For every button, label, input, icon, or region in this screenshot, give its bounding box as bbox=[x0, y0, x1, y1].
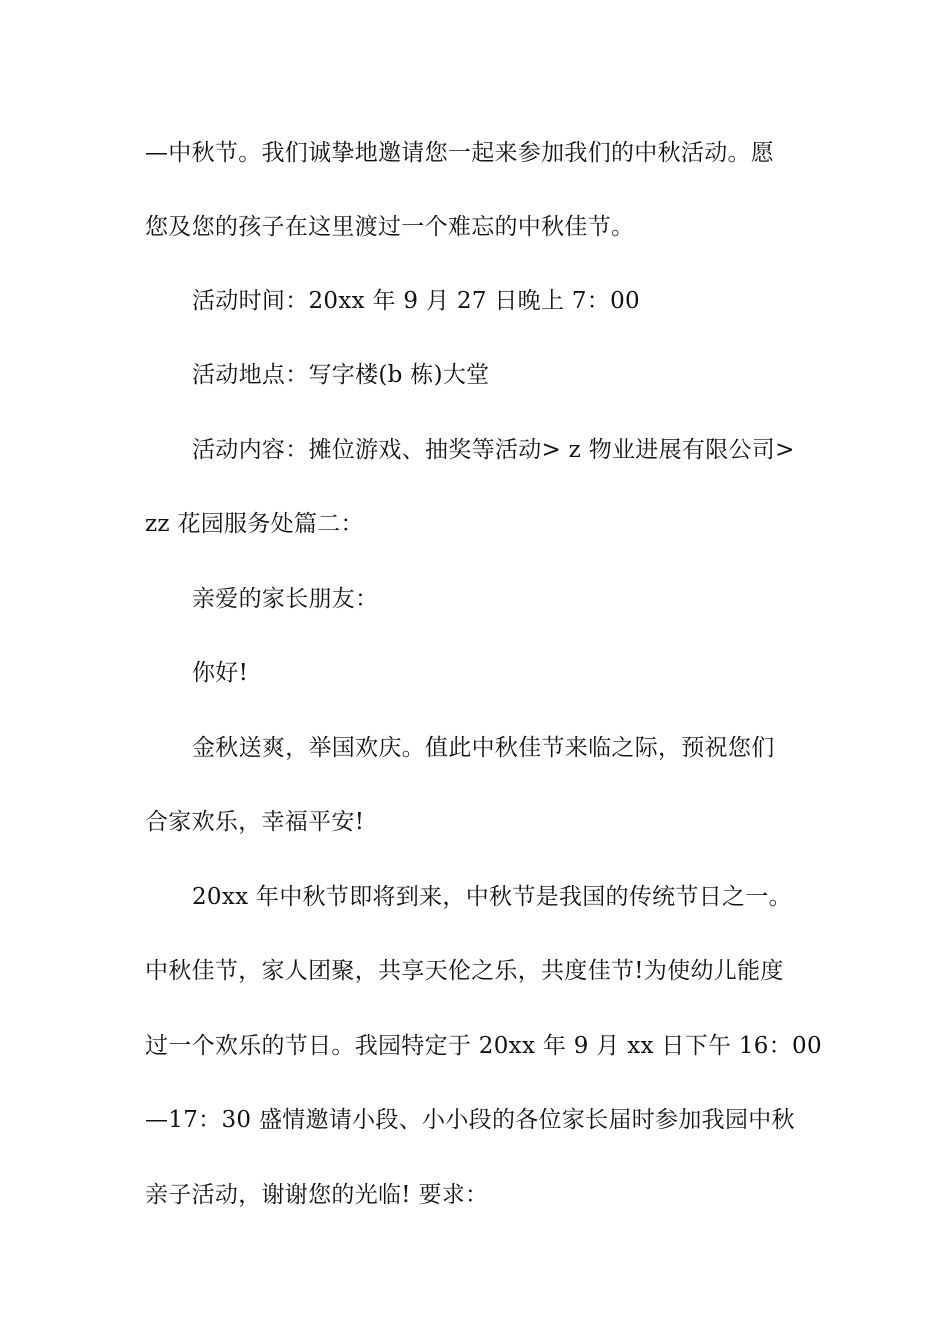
text-line-12: 中秋佳节，家人团聚，共享天伦之乐，共度佳节!为使幼儿能度 bbox=[145, 958, 784, 984]
text-line-10: 合家欢乐，幸福平安! bbox=[145, 809, 365, 835]
salutation-line: 亲爱的家长朋友： bbox=[192, 586, 379, 612]
text-line-9: 金秋送爽，举国欢庆。值此中秋佳节来临之际，预祝您们 bbox=[192, 735, 775, 761]
text-line-11: 20xx 年中秋节即将到来，中秋节是我国的传统节日之一。 bbox=[192, 884, 792, 910]
greeting-line: 你好! bbox=[192, 660, 249, 686]
text-line-14: —17：30 盛情邀请小段、小小段的各位家长届时参加我园中秋 bbox=[145, 1107, 795, 1133]
event-time-line: 活动时间：20xx 年 9 月 27 日晚上 7：00 bbox=[192, 288, 640, 314]
text-line-6: zz 花园服务处篇二： bbox=[145, 511, 364, 537]
event-content-line: 活动内容：摊位游戏、抽奖等活动> z 物业进展有限公司> bbox=[192, 437, 795, 463]
text-line-1: —中秋节。我们诚挚地邀请您一起来参加我们的中秋活动。愿 bbox=[145, 140, 775, 166]
text-line-13: 过一个欢乐的节日。我园特定于 20xx 年 9 月 xx 日下午 16：00 bbox=[145, 1033, 822, 1059]
text-line-15: 亲子活动，谢谢您的光临! 要求： bbox=[145, 1182, 489, 1208]
text-line-2: 您及您的孩子在这里渡过一个难忘的中秋佳节。 bbox=[145, 214, 635, 240]
event-location-line: 活动地点：写字楼(b 栋)大堂 bbox=[192, 362, 490, 388]
